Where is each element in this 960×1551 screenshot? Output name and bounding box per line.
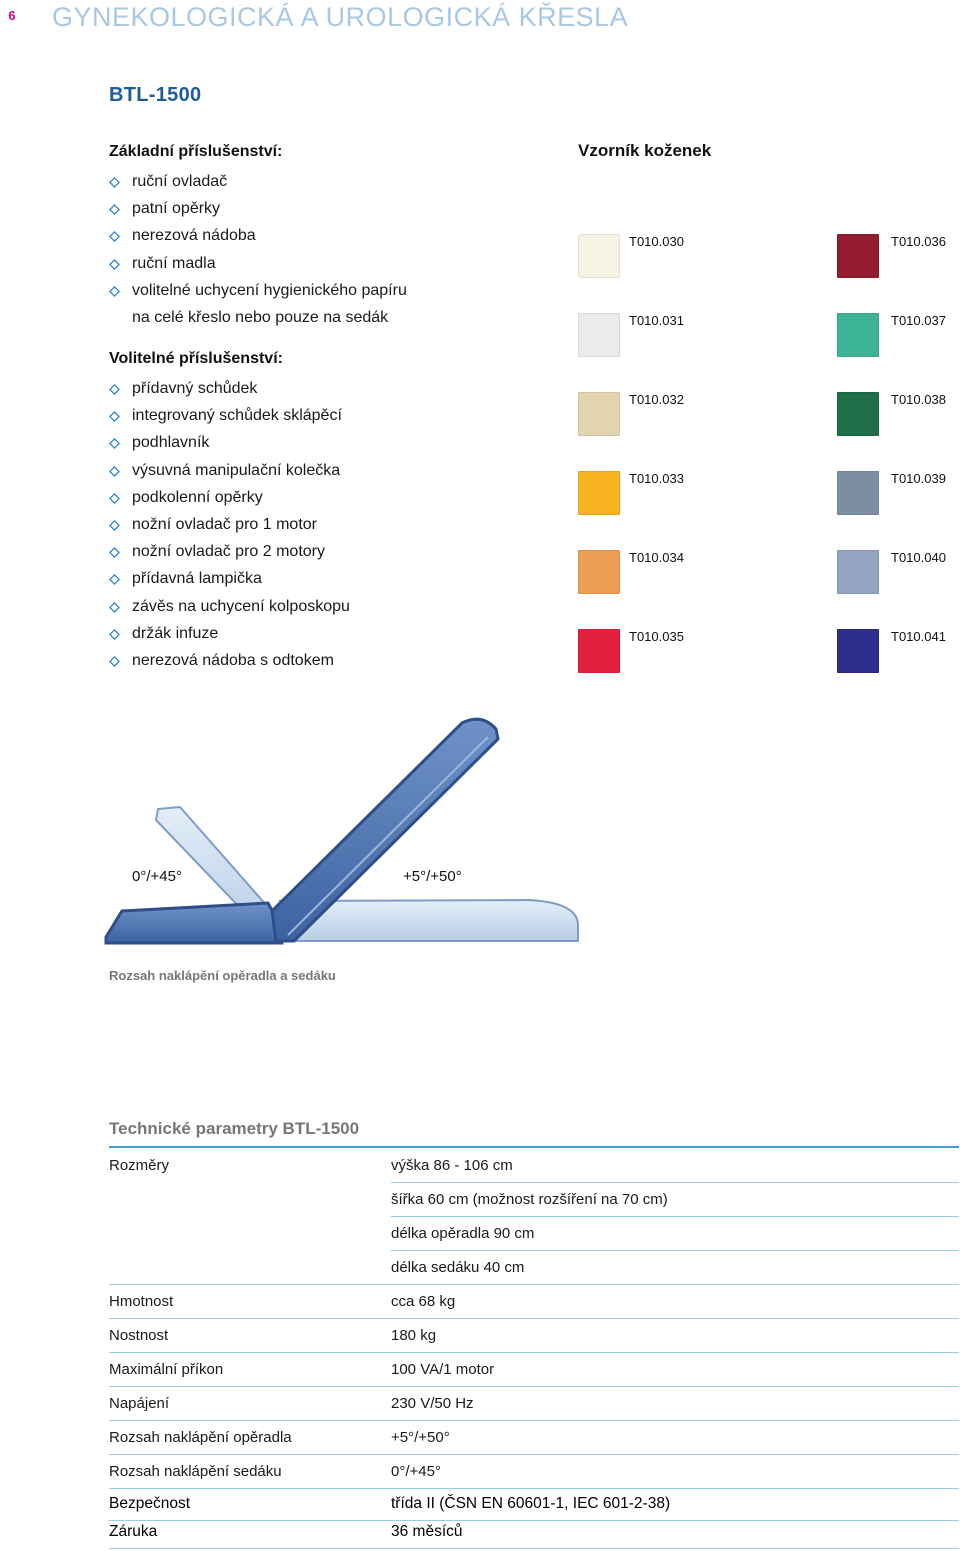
color-swatch — [578, 629, 620, 673]
diamond-bullet-icon — [109, 466, 120, 477]
table-row — [109, 1455, 959, 1489]
param-label: Hmotnost — [109, 1293, 174, 1310]
param-label: Rozsah naklápění opěradla — [109, 1429, 292, 1446]
diamond-bullet-icon — [109, 286, 120, 297]
list-item-text: nerezová nádoba s odtokem — [132, 651, 334, 669]
param-value: třída II (ČSN EN 60601-1, IEC 601-2-38) — [391, 1495, 671, 1512]
seat-flat-dark — [106, 903, 282, 943]
color-swatch — [578, 313, 620, 357]
param-value: cca 68 kg — [391, 1293, 456, 1310]
swatch-code: T010.038 — [891, 392, 946, 407]
diamond-bullet-icon — [109, 602, 120, 613]
backrest-angle-label: +5°/+50° — [403, 868, 462, 885]
table-row — [109, 1183, 959, 1217]
list-item-text: ruční ovladač — [132, 173, 228, 190]
tech-title: Technické parametry BTL-1500 — [109, 1119, 360, 1138]
list-item — [109, 222, 539, 249]
basic-accessories-title: Základní příslušenství: — [109, 143, 283, 160]
list-item — [109, 375, 539, 402]
list-item-text: nerezová nádoba — [132, 227, 256, 245]
diamond-bullet-icon — [109, 259, 120, 270]
list-item — [109, 565, 539, 592]
param-value: šířka 60 cm (možnost rozšíření na 70 cm) — [391, 1191, 668, 1208]
basic-accessories — [109, 141, 539, 331]
table-row — [109, 1217, 959, 1251]
swatch-code: T010.032 — [629, 392, 684, 407]
param-label: Nostnost — [109, 1327, 169, 1344]
param-label: Bezpečnost — [109, 1495, 190, 1512]
list-item-text: podkolenní opěrky — [132, 488, 263, 506]
table-row — [109, 1285, 959, 1319]
table-row — [109, 1515, 959, 1549]
color-swatch — [837, 471, 879, 515]
param-value: 0°/+45° — [391, 1463, 441, 1480]
param-value: délka sedáku 40 cm — [391, 1259, 525, 1276]
swatch-code: T010.041 — [891, 629, 946, 644]
row-divider — [109, 1548, 959, 1549]
page-number: 6 — [8, 8, 16, 23]
swatch-code: T010.037 — [891, 313, 946, 328]
swatches-title: Vzorník koženek — [578, 141, 712, 160]
table-row — [109, 1251, 959, 1285]
diamond-bullet-icon — [109, 204, 120, 215]
optional-accessories — [109, 348, 539, 674]
list-item-text: podhlavník — [132, 434, 210, 452]
list-item — [109, 277, 539, 304]
optional-accessories-title: Volitelné příslušenství: — [109, 350, 283, 367]
list-item — [109, 511, 539, 538]
param-value: délka opěradla 90 cm — [391, 1225, 535, 1242]
list-item-continuation: na celé křeslo nebo pouze na sedák — [132, 308, 389, 326]
list-item — [109, 168, 539, 195]
table-row — [109, 1149, 959, 1183]
list-item — [109, 429, 539, 456]
list-item-text: závěs na uchycení kolposkopu — [132, 597, 350, 615]
list-item — [109, 402, 539, 429]
list-item-text: držák infuze — [132, 624, 219, 642]
list-item-text: integrovaný schůdek sklápěcí — [132, 407, 342, 425]
chair-tilt-diagram — [100, 715, 590, 955]
color-swatch — [837, 234, 879, 278]
swatch-code: T010.039 — [891, 471, 946, 486]
swatch-code: T010.040 — [891, 550, 946, 565]
diagram-caption: Rozsah naklápění opěradla a sedáku — [109, 968, 336, 983]
basic-accessories-list — [109, 168, 539, 331]
diamond-bullet-icon — [109, 231, 120, 242]
page-title: GYNEKOLOGICKÁ A UROLOGICKÁ KŘESLA — [52, 2, 629, 32]
list-item-text: patní opěrky — [132, 200, 221, 218]
swatch-code: T010.030 — [629, 234, 684, 249]
diamond-bullet-icon — [109, 547, 120, 558]
list-item-text: ruční madla — [132, 254, 216, 272]
diamond-bullet-icon — [109, 177, 120, 188]
param-value: výška 86 - 106 cm — [391, 1157, 513, 1174]
table-row — [109, 1319, 959, 1353]
diamond-bullet-icon — [109, 629, 120, 640]
optional-accessories-list — [109, 375, 539, 674]
color-swatch — [837, 392, 879, 436]
list-item — [109, 647, 539, 674]
diamond-bullet-icon — [109, 656, 120, 667]
diamond-bullet-icon — [109, 520, 120, 531]
list-item — [109, 195, 539, 222]
param-value: +5°/+50° — [391, 1429, 450, 1446]
table-row — [109, 1353, 959, 1387]
table-row — [109, 1421, 959, 1455]
param-label: Záruka — [109, 1523, 158, 1540]
param-value: 180 kg — [391, 1327, 437, 1344]
diamond-bullet-icon — [109, 411, 120, 422]
color-swatch — [578, 234, 620, 278]
param-value: 230 V/50 Hz — [391, 1395, 474, 1412]
param-value: 100 VA/1 motor — [391, 1361, 495, 1378]
table-row — [109, 1387, 959, 1421]
list-item — [109, 538, 539, 565]
list-item — [109, 484, 539, 511]
tech-title-rule — [109, 1146, 959, 1148]
list-item-text: nožní ovladač pro 1 motor — [132, 515, 317, 533]
color-swatch — [837, 629, 879, 673]
param-label: Rozměry — [109, 1157, 170, 1174]
list-item-text: výsuvná manipulační kolečka — [132, 461, 341, 479]
list-item — [109, 593, 539, 620]
param-value: 36 měsíců — [391, 1523, 463, 1540]
color-swatch — [578, 471, 620, 515]
swatch-code: T010.033 — [629, 471, 684, 486]
param-label: Rozsah naklápění sedáku — [109, 1463, 282, 1480]
list-item-text: volitelné uchycení hygienického papíru — [132, 281, 407, 299]
color-swatch — [578, 550, 620, 594]
param-label: Napájení — [109, 1395, 170, 1412]
list-item-text: nožní ovladač pro 2 motory — [132, 543, 325, 561]
param-label: Maximální příkon — [109, 1361, 224, 1378]
list-item — [109, 457, 539, 484]
swatch-code: T010.036 — [891, 234, 946, 249]
list-item — [109, 620, 539, 647]
diamond-bullet-icon — [109, 574, 120, 585]
seat-angle-label: 0°/+45° — [132, 868, 182, 885]
diamond-bullet-icon — [109, 493, 120, 504]
diamond-bullet-icon — [109, 384, 120, 395]
diamond-bullet-icon — [109, 438, 120, 449]
list-item-text: přídavná lampička — [132, 570, 262, 588]
swatch-code: T010.031 — [629, 313, 684, 328]
list-item-text: přídavný schůdek — [132, 380, 258, 397]
list-item — [109, 250, 539, 277]
color-swatch — [837, 313, 879, 357]
swatch-code: T010.034 — [629, 550, 684, 565]
color-swatch — [578, 392, 620, 436]
model-name: BTL-1500 — [109, 84, 202, 106]
color-swatch — [837, 550, 879, 594]
swatch-code: T010.035 — [629, 629, 684, 644]
